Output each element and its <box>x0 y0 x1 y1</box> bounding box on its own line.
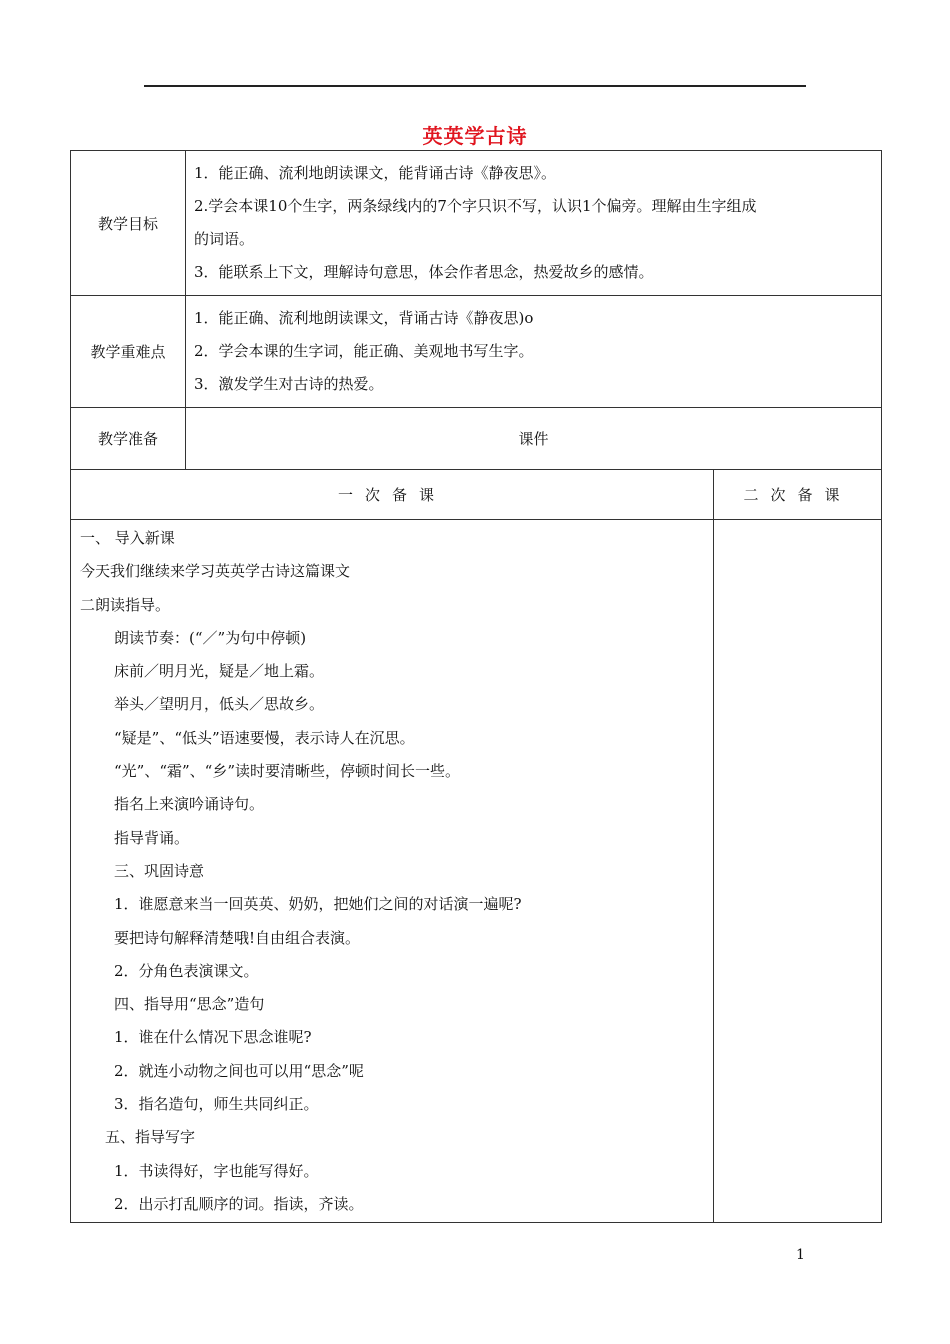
row-preparation <box>71 408 882 470</box>
header-first-prep <box>71 470 714 520</box>
body-line: 一、 导入新课 <box>80 529 175 547</box>
goal-line: 2.学会本课10个生字，两条绿线内的7个字只识不写，认识1个偏旁。理解由生字组成 <box>194 197 757 215</box>
body-line: 指导背诵。 <box>114 828 190 847</box>
body-line: 五、指导写字 <box>105 1128 196 1147</box>
row-teaching-goals <box>71 151 882 296</box>
difficulty-line: 2．学会本课的生字词，能正确、美观地书写生字。 <box>194 342 534 360</box>
lesson-body-content <box>71 520 714 1223</box>
body-line: 2．出示打乱顺序的词。指读，齐读。 <box>114 1194 364 1213</box>
difficulty-line: 1．能正确、流利地朗读课文，背诵古诗《静夜思)o <box>194 309 534 327</box>
body-line: 举头／望明月，低头／思故乡。 <box>114 695 325 714</box>
body-line: 今天我们继续来学习英英学古诗这篇课文 <box>80 562 351 581</box>
row-key-difficulties <box>71 296 882 408</box>
body-line: 2．就连小动物之间也可以用“思念”呢 <box>114 1061 364 1080</box>
teaching-goals-content <box>186 151 882 296</box>
body-line: 三、巩固诗意 <box>114 861 205 880</box>
body-line: 要把诗句解释清楚哦!自由组合表演。 <box>114 928 361 947</box>
page-title: 英英学古诗 <box>422 124 528 148</box>
body-line: “疑是”、“低头”语速要慢，表示诗人在沉思。 <box>114 728 415 747</box>
header-first-prep-text: 一次备课 <box>337 486 446 504</box>
body-line: 朗读节奏：(“／”为句中停顿) <box>114 628 307 647</box>
header-second-prep <box>714 470 882 520</box>
body-line: 1．谁在什么情况下思念谁呢? <box>114 1028 312 1047</box>
body-line: 2．分角色表演课文。 <box>114 961 259 980</box>
body-line: 床前／明月光，疑是／地上霜。 <box>114 662 325 681</box>
preparation-value: 课件 <box>186 408 882 470</box>
label-teaching-goals: 教学目标 <box>71 151 186 296</box>
row-lesson-body <box>71 520 882 1223</box>
body-line: 1．谁愿意来当一回英英、奶奶，把她们之间的对话演一遍呢? <box>114 895 522 914</box>
body-line: 四、指导用“思念”造句 <box>114 995 265 1014</box>
goal-line: 3．能联系上下文，理解诗句意思，体会作者思念，热爱故乡的感情。 <box>194 263 654 281</box>
label-key-difficulties: 教学重难点 <box>71 296 186 408</box>
header-rule <box>144 85 806 87</box>
difficulty-line: 3．激发学生对古诗的热爱。 <box>194 375 384 393</box>
body-line: 二朗读指导。 <box>80 595 171 614</box>
key-difficulties-content <box>186 296 882 408</box>
second-prep-notes-cell <box>714 520 882 1223</box>
body-line: 1．书读得好，字也能写得好。 <box>114 1161 319 1180</box>
row-prep-headers <box>71 470 882 520</box>
body-line: “光”、“霜”、“乡”读时要清晰些，停顿时间长一些。 <box>114 762 461 781</box>
page-number: 1 <box>796 1247 805 1263</box>
body-line: 指名上来演吟诵诗句。 <box>114 795 265 814</box>
body-line: 3．指名造句，师生共同纠正。 <box>114 1095 319 1114</box>
goal-line: 1．能正确、流利地朗读课文，能背诵古诗《静夜思》。 <box>194 164 557 182</box>
lesson-plan-table <box>70 150 882 1223</box>
goal-line: 的词语。 <box>194 230 255 248</box>
header-second-prep-text: 二次备课 <box>743 486 852 504</box>
label-preparation: 教学准备 <box>71 408 186 470</box>
